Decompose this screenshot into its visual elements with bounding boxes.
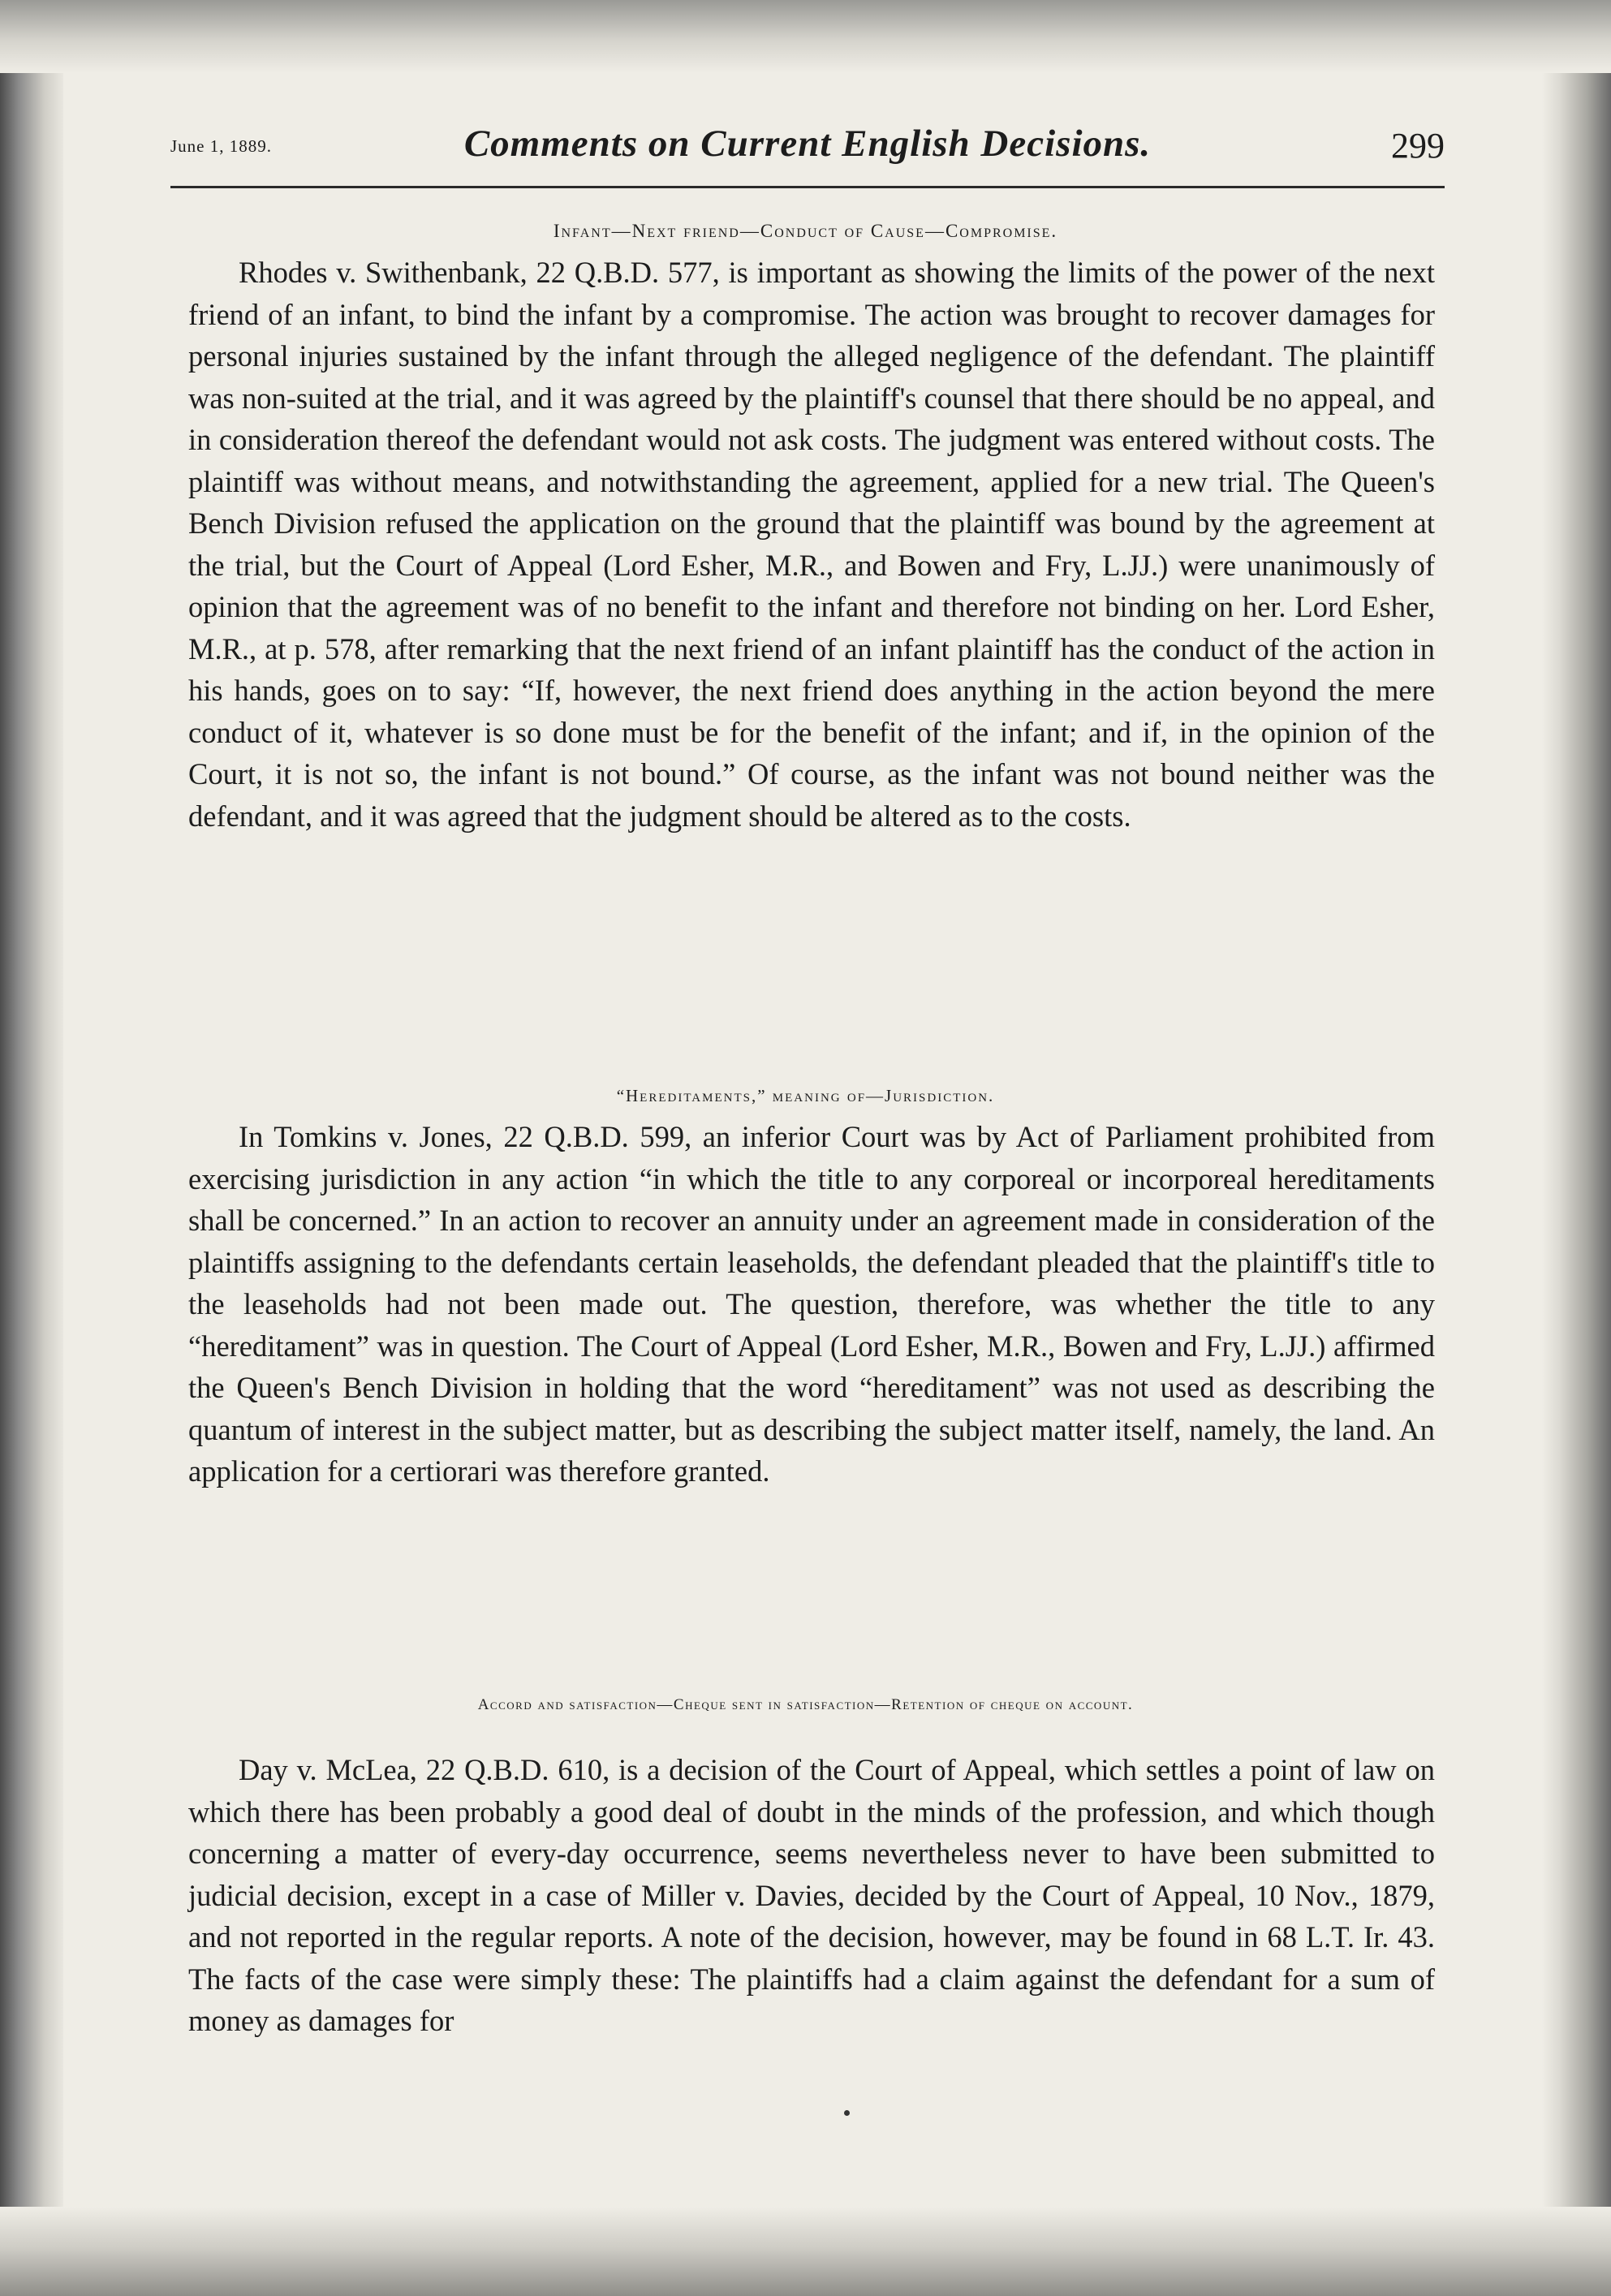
page-number: 299: [1391, 126, 1445, 166]
header-title: Comments on Current English Decisions.: [463, 123, 1152, 165]
header-date: June 1, 1889.: [170, 136, 272, 156]
section-paragraph-hereditaments: [188, 1116, 1435, 1493]
header-rule: [170, 186, 1445, 188]
scan-right-edge: [1542, 0, 1611, 2296]
section-heading-hereditaments: “Hereditaments,” meaning of—Jurisdiction.: [616, 1086, 995, 1105]
paragraph-text: Day v. McLea, 22 Q.B.D. 610, is a decision of the Court of Appeal, which settles a point of law on which there has been probably a good deal of doubt in the minds of the profession, and which though concerning a matter of every-day occurrence, seems nevertheless never to have been submitted to judicial decision, except in a case of Miller v. Davies, decided by the Court of Appeal, 10 Nov., 1879, and not reported in the regular reports. A note of the decision, however, may be found in 68 L.T. Ir. 43. The facts of the case were simply these: The plaintiffs had a claim against the defendant for a sum of money as damages for: [188, 1753, 1435, 2037]
scan-left-edge: [0, 0, 63, 2296]
printer-mark: [844, 2110, 850, 2116]
section-paragraph-accord: [188, 1749, 1435, 2042]
paragraph-text: Rhodes v. Swithenbank, 22 Q.B.D. 577, is important as showing the limits of the power of the next friend of an infant, to bind the infant by a compromise. The action was brought to recover damages for personal injuries sustained by the infant through the alleged negligence of the defendant. The plaintiff was non-suited at the trial, and it was agreed by the plaintiff's counsel that there should be no appeal, and in consideration thereof the defendant would not ask costs. The judgment was entered without costs. The plaintiff was without means, and notwithstanding the agreement, applied for a new trial. The Queen's Bench Division refused the application on the ground that the plaintiff was bound by the agreement at the trial, but the Court of Appeal (Lord Esher, M.R., and Bowen and Fry, L.JJ.) were unanimously of opinion that the agreement was of no benefit to the infant and therefore not binding on her. Lord Esher, M.R., at p. 578, after remarking that the next friend of an infant plaintiff has the conduct of the action in his hands, goes on to say: “If, however, the next friend does anything in the action beyond the mere conduct of it, whatever is so done must be for the benefit of the infant; and if, in the opinion of the Court, it is not so, the infant is not bound.” Of course, as the infant was not bound neither was the defendant, and it was agreed that the judgment should be altered as to the costs.: [188, 256, 1435, 833]
section-heading-infant: Infant—Next friend—Conduct of Cause—Compromise.: [553, 221, 1058, 241]
scan-bottom-edge: [0, 2207, 1611, 2296]
section-heading-accord: Accord and satisfaction—Cheque sent in satisfaction—Retention of cheque on account.: [477, 1696, 1134, 1713]
scan-top-edge: [0, 0, 1611, 73]
running-header: [170, 122, 1445, 170]
paragraph-text: In Tomkins v. Jones, 22 Q.B.D. 599, an inferior Court was by Act of Parliament prohibited from exercising jurisdiction in any action “in which the title to any corporeal or incorporeal hereditaments shall be concerned.” In an action to recover an annuity under an agreement made in consideration of the plaintiffs assigning to the defendants certain leaseholds, the defendant pleaded that the plaintiff's title to the leaseholds had not been made out. The question, therefore, was whether the title to any “hereditament” was in question. The Court of Appeal (Lord Esher, M.R., Bowen and Fry, L.JJ.) affirmed the Queen's Bench Division in holding that the word “hereditament” was not used as describing the quantum of interest in the subject matter, but as describing the subject matter itself, namely, the land. An application for a certiorari was therefore granted.: [188, 1120, 1435, 1488]
section-paragraph-infant: [188, 252, 1435, 837]
